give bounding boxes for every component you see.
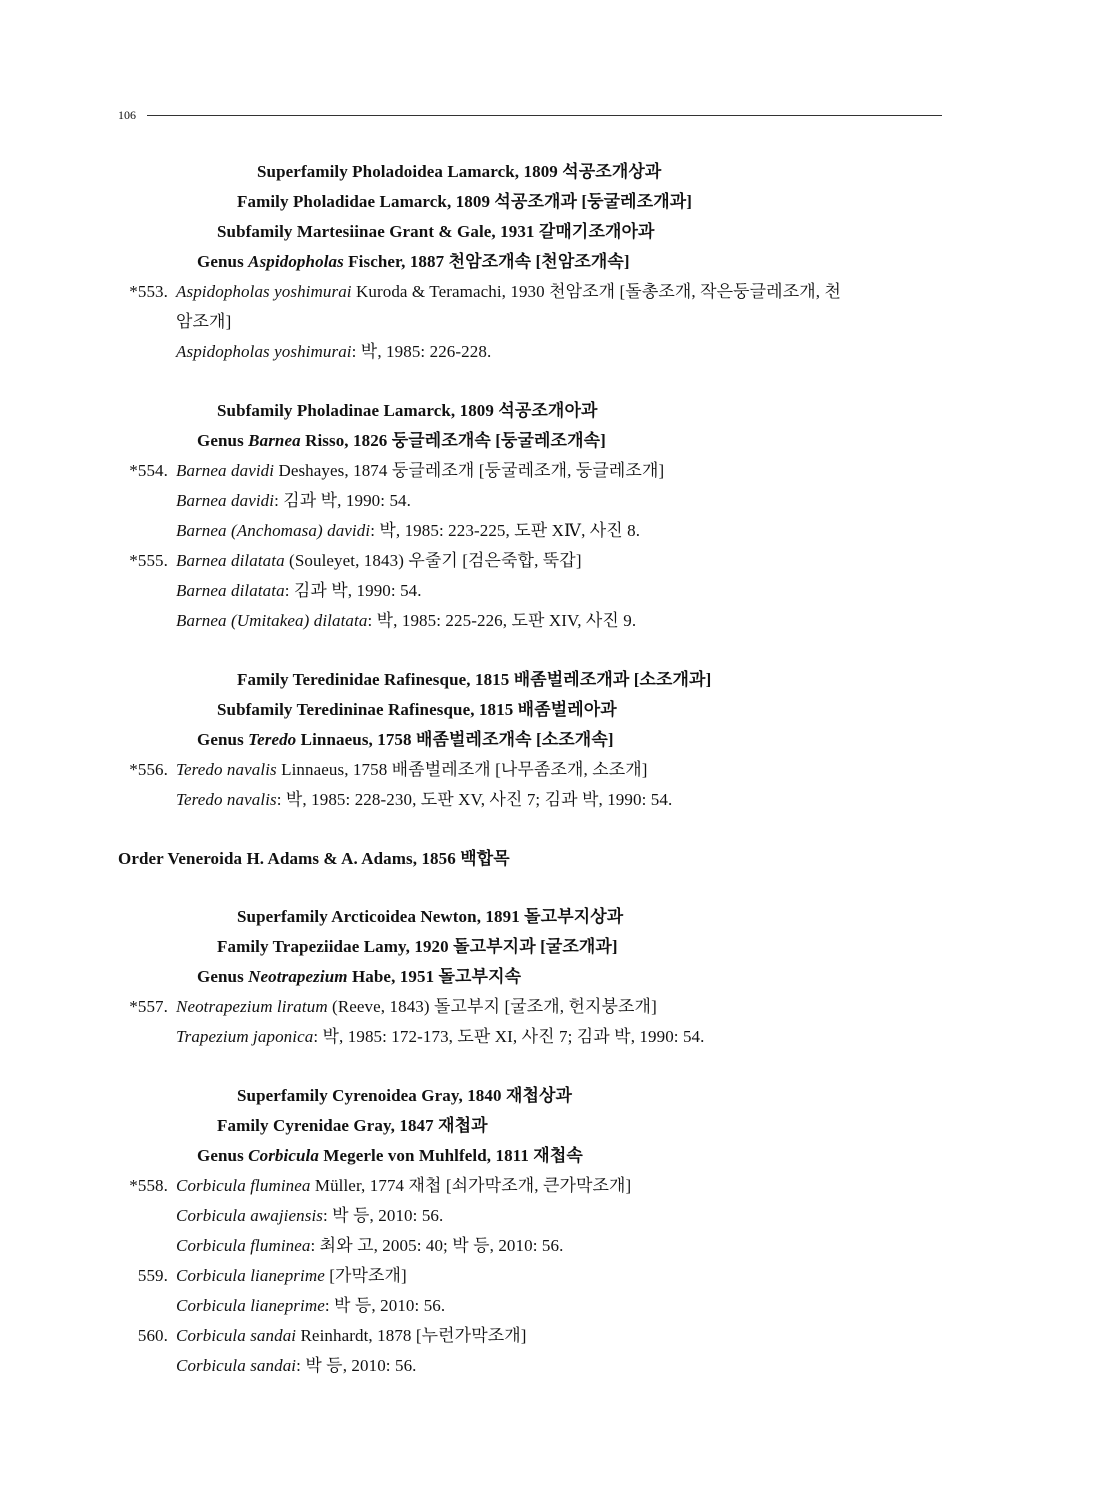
- subfamily-heading: Subfamily Teredininae Rafinesque, 1815 배좀벌레아과: [217, 700, 617, 719]
- species-entry: *557. Neotrapezium liratum (Reeve, 1843) 돌고부지 [굴조개, 헌지붕조개]: [129, 997, 657, 1016]
- reference-line: Corbicula lianeprime: 박 등, 2010: 56.: [176, 1296, 446, 1315]
- reference-line: Corbicula fluminea: 최와 고, 2005: 40; 박 등, 2010: 56.: [176, 1236, 564, 1255]
- reference-line: Barnea (Umitakea) dilatata: 박, 1985: 225-226, 도판 XIV, 사진 9.: [176, 611, 637, 630]
- subfamily-heading: Subfamily Pholadinae Lamarck, 1809 석공조개아과: [217, 401, 598, 420]
- species-entry: *554. Barnea davidi Deshayes, 1874 둥글레조개 [둥굴레조개, 둥글레조개]: [129, 461, 665, 480]
- family-heading: Family Trapeziidae Lamy, 1920 돌고부지과 [굴조개과]: [217, 937, 618, 956]
- order-heading: Order Veneroida H. Adams & A. Adams, 1856 백합목: [118, 849, 510, 868]
- reference-line: Aspidopholas yoshimurai: 박, 1985: 226-228.: [176, 342, 492, 361]
- subfamily-heading: Subfamily Martesiinae Grant & Gale, 1931 갈매기조개아과: [217, 222, 655, 241]
- species-entry: *555. Barnea dilatata (Souleyet, 1843) 우줄기 [검은죽합, 뚝갑]: [129, 551, 582, 570]
- species-entry: *556. Teredo navalis Linnaeus, 1758 배좀벌레조개 [나무좀조개, 소조개]: [129, 760, 648, 779]
- family-heading: Family Teredinidae Rafinesque, 1815 배좀벌레조개과 [소조개과]: [237, 670, 712, 689]
- reference-line: Corbicula awajiensis: 박 등, 2010: 56.: [176, 1206, 444, 1225]
- page-number: 106: [118, 108, 136, 122]
- reference-line: Corbicula sandai: 박 등, 2010: 56.: [176, 1356, 417, 1375]
- genus-heading: Genus Corbicula Megerle von Muhlfeld, 1811 재첩속: [197, 1146, 583, 1165]
- superfamily-heading: Superfamily Cyrenoidea Gray, 1840 재첩상과: [237, 1086, 573, 1105]
- reference-line: Teredo navalis: 박, 1985: 228-230, 도판 XV, 사진 7; 김과 박, 1990: 54.: [176, 790, 673, 809]
- species-entry: *553. Aspidopholas yoshimurai Kuroda & Teramachi, 1930 천암조개 [돌총조개, 작은둥글레조개, 천: [129, 282, 841, 301]
- species-entry: *558. Corbicula fluminea Müller, 1774 재첩 [쇠가막조개, 큰가막조개]: [129, 1176, 632, 1195]
- reference-line: Barnea dilatata: 김과 박, 1990: 54.: [176, 581, 422, 600]
- family-heading: Family Pholadidae Lamarck, 1809 석공조개과 [둥굴레조개과]: [237, 192, 693, 211]
- genus-heading: Genus Neotrapezium Habe, 1951 돌고부지속: [197, 967, 522, 986]
- species-entry: 560. Corbicula sandai Reinhardt, 1878 [누런가막조개]: [137, 1326, 527, 1345]
- species-entry: 559. Corbicula lianeprime [가막조개]: [137, 1266, 407, 1285]
- genus-heading: Genus Barnea Risso, 1826 둥글레조개속 [둥굴레조개속]: [197, 431, 606, 450]
- genus-heading: Genus Teredo Linnaeus, 1758 배좀벌레조개속 [소조개속]: [197, 730, 614, 749]
- reference-line: Barnea (Anchomasa) davidi: 박, 1985: 223-225, 도판 XⅣ, 사진 8.: [176, 521, 641, 540]
- reference-line: Barnea davidi: 김과 박, 1990: 54.: [176, 491, 412, 510]
- header-rule: [147, 115, 942, 116]
- superfamily-heading: Superfamily Arcticoidea Newton, 1891 돌고부지상과: [237, 907, 624, 926]
- family-heading: Family Cyrenidae Gray, 1847 재첩과: [217, 1116, 488, 1135]
- genus-heading: Genus Aspidopholas Fischer, 1887 천암조개속 [천암조개속]: [197, 252, 630, 271]
- species-entry-continuation: 암조개]: [176, 312, 232, 331]
- superfamily-heading: Superfamily Pholadoidea Lamarck, 1809 석공조개상과: [257, 162, 662, 181]
- reference-line: Trapezium japonica: 박, 1985: 172-173, 도판 XI, 사진 7; 김과 박, 1990: 54.: [176, 1027, 705, 1046]
